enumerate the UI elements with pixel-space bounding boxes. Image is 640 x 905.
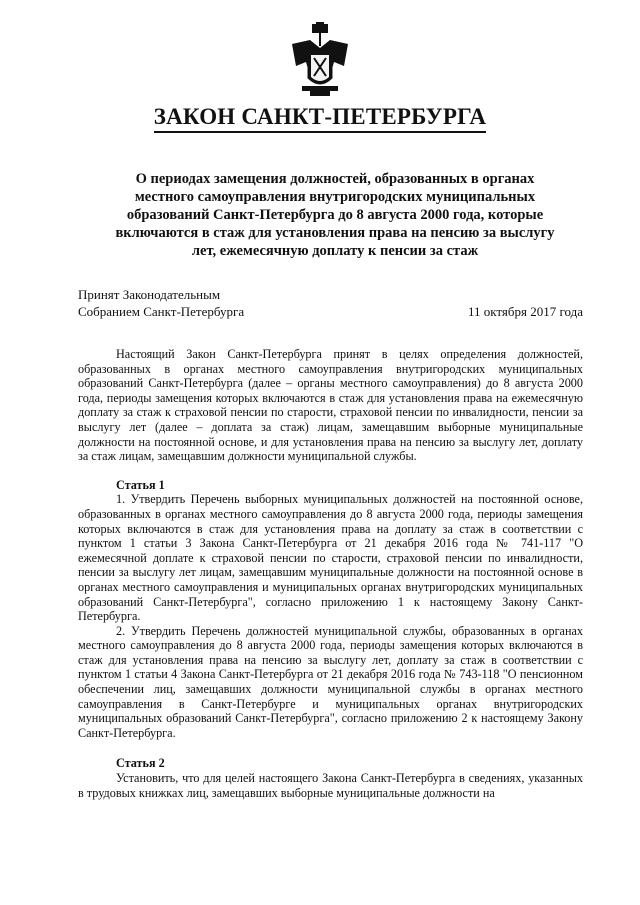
article-heading: Статья 2 (116, 756, 165, 771)
article-paragraph: 1. Утвердить Перечень выборных муниципальных должностей на постоянной основе, образованных в органах местного самоуправления до 8 августа 2000 года, периоды замещения которых включаются в стаж для установления права на доплату за стаж в соответствии с пунктом 1 статьи 3 Закона Санкт-Петербурга от 21 декабря 2016 года № 741-117 "О ежемесячной доплате к страховой пенсии по старости, страховой пенсии по инвалидности, пенсии за выслугу лет лицам, замещавшим муниципальные должности на постоянной основе в органах местного самоуправления и муниципальных органах внутригородских муниципальных образований Санкт-Петербурга", согласно приложению 1 к настоящему Закону Санкт-Петербурга. (78, 492, 583, 624)
article-paragraph: 2. Утвердить Перечень должностей муниципальной службы, образованных в органах местного самоуправления до 8 августа 2000 года, периоды замещения которых включаются в стаж для установления права на пенсию за выслугу лет, доплату за стаж в соответствии с пунктом 1 статьи 4 Закона Санкт-Петербурга от 21 декабря 2016 года № 743-118 "О пенсионном обеспечении лиц, замещавших должности муниципальной службы в органах местного самоуправления в Санкт-Петербурге и муниципальных органах внутригородских муниципальных образований Санкт-Петербурга", согласно приложению 2 к настоящему Закону Санкт-Петербурга. (78, 623, 583, 740)
law-title (0, 104, 640, 133)
article-paragraph: Установить, что для целей настоящего Закона Санкт-Петербурга в сведениях, указанных в трудовых книжках лиц, замещавших выборные муниципальные должности на (78, 771, 583, 800)
adoption-line-1: Принят Законодательным (78, 287, 221, 302)
adoption-date: 11 октября 2017 года (467, 304, 583, 319)
law-body (78, 347, 583, 800)
law-subject: О периодах замещения должностей, образованных в органах местного самоуправления внутригородских муниципальных образований Санкт-Петербурга до 8 августа 2000 года, которые включаются в стаж для установления права на пенсию за выслугу лет, ежемесячную доплату к пенсии за стаж (115, 171, 555, 259)
adoption-line-2: Собранием Санкт-Петербурга (78, 304, 245, 319)
adoption-block (78, 286, 244, 320)
coat-of-arms-icon (288, 22, 352, 98)
preamble-paragraph: Настоящий Закон Санкт-Петербурга принят в целях определения должностей, образованных в органах местного самоуправления внутригородских муниципальных образований Санкт-Петербурга (далее – органы местного самоуправления) до 8 августа 2000 года, периоды замещения которых включаются в стаж для установления права на ежемесячную доплату за стаж к страховой пенсии по старости, страховой пенсии по инвалидности, пенсии за выслугу лет (далее – доплата за стаж) лицам, замещавшим выборные муниципальные должности на постоянной основе, и для установления права на пенсию за выслугу лет, доплату за стаж лицам, замещавшим должности муниципальной службы. (78, 347, 583, 464)
article-heading: Статья 1 (116, 477, 165, 492)
law-title-text: ЗАКОН САНКТ-ПЕТЕРБУРГА (154, 104, 486, 133)
